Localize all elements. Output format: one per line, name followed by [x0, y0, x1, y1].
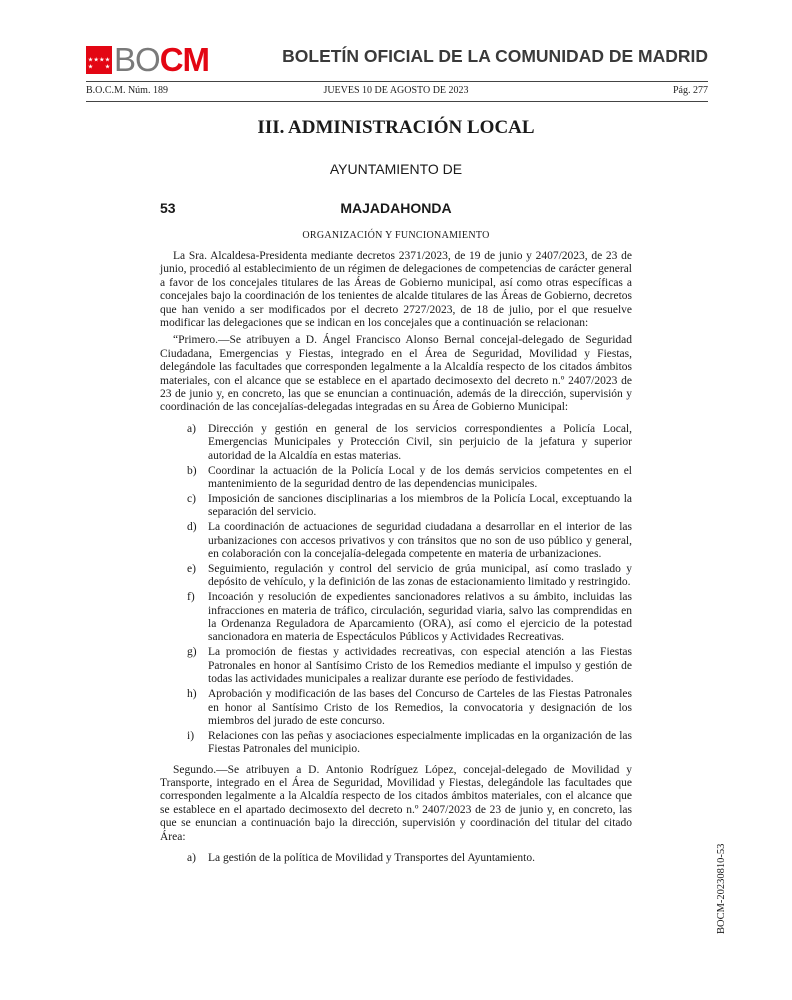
header-rule-top [86, 81, 708, 82]
list-item-label: h) [187, 688, 197, 701]
list-item-text: Imposición de sanciones disciplinarias a los miembros de la Policía Local, exceptuando la separación del servicio. [208, 492, 632, 519]
list-item [160, 646, 632, 686]
subject-heading: ORGANIZACIÓN Y FUNCIONAMIENTO [302, 230, 490, 241]
issue-number: B.O.C.M. Núm. 189 [86, 85, 168, 96]
header-rule-bottom [86, 101, 708, 102]
list-item-text: La gestión de la política de Movilidad y Transportes del Ayuntamiento. [208, 852, 535, 865]
list-item [160, 852, 632, 865]
list-item-text: Coordinar la actuación de la Policía Local y de los demás servicios competentes en el mantenimiento de la seguridad dentro de las dependencias municipales. [208, 464, 632, 490]
list-item-label: d) [187, 521, 197, 534]
list-item [160, 591, 632, 645]
page-number: Pág. 277 [673, 85, 708, 96]
list-item [160, 493, 632, 520]
list-item-text: Relaciones con las peñas y asociaciones especialmente implicadas en la organización de las Fiestas Patronales del municipio. [208, 729, 632, 756]
list-item-label: e) [187, 562, 196, 575]
announcement-number: 53 [160, 200, 176, 216]
segundo-list [160, 852, 632, 865]
madrid-flag-icon [86, 46, 112, 74]
document-body [160, 250, 632, 872]
primero-list [160, 423, 632, 757]
list-item [160, 521, 632, 561]
list-item [160, 423, 632, 463]
gazette-title: BOLETÍN OFICIAL DE LA COMUNIDAD DE MADRID [282, 46, 708, 66]
list-item-label: a) [187, 852, 196, 865]
entity-heading: AYUNTAMIENTO DE [329, 161, 463, 177]
list-item-text: Seguimiento, regulación y control del servicio de grúa municipal, así como traslado y depósito de vehículo, y la definición de las zonas de estacionamiento limitado y restringido. [208, 562, 632, 589]
list-item-label: f) [187, 591, 195, 604]
list-item [160, 465, 632, 492]
town-name: MAJADAHONDA [340, 200, 452, 216]
list-item [160, 730, 632, 757]
list-item-label: b) [187, 464, 197, 477]
section-title: III. ADMINISTRACIÓN LOCAL [257, 117, 535, 138]
segundo-paragraph: Segundo.—Se atribuyen a D. Antonio Rodríguez López, concejal-delegado de Movilidad y Transporte, integrado en el Área de Seguridad, Movilidad y Fiestas, delegándole las facultades que corresponden legalmente a la Alcaldía respecto de los citados ámbitos materiales, con el alcance que se establece en el apartado decimosexto del decreto n.º 2407/2023 de 23 de junio y, en concreto, las que se enuncian a continuación bajo la dirección, supervisión y coordinación del titular del citado Área: [160, 763, 632, 843]
list-item-label: g) [187, 646, 197, 659]
list-item-text: Aprobación y modificación de las bases del Concurso de Carteles de las Fiestas Patronales en honor al Santísimo Cristo de los Remedios, la convocatoria y designación de los miembros del jurado de este concurso. [208, 688, 632, 727]
list-item-text: Dirección y gestión en general de los servicios correspondientes a Policía Local, Emergencias Municipales y Protección Civil, sin perjuicio de la jefatura y superior autoridad de la Alcaldía en estas materias. [208, 422, 632, 462]
list-item-text: Incoación y resolución de expedientes sancionadores relativos a su ámbito, incluidas las infracciones en materia de tráfico, circulación, seguridad viaria, salvo las comprendidas en la Ordenanza Reguladora de Aparcamiento (ORA), así como el ejercicio de la potestad sancionadora en materia de Espectáculos Públicos y Actividades Recreativas. [208, 591, 632, 644]
list-item [160, 563, 632, 590]
page-header [86, 40, 708, 76]
issue-date: JUEVES 10 DE AGOSTO DE 2023 [323, 85, 469, 96]
list-item [160, 688, 632, 728]
logo-wordmark: BOCM [114, 41, 210, 78]
bocm-logo [86, 41, 210, 78]
list-item-label: c) [187, 492, 196, 505]
intro-paragraph: La Sra. Alcaldesa-Presidenta mediante decretos 2371/2023, de 19 de junio y 2407/2023, de 23 de junio, procedió al establecimiento de un régimen de delegaciones de competencias de carácter general a favor de los concejales titulares de las Áreas de Gobierno municipal, así como otras específicas a concejales bajo la coordinación de los tenientes de alcalde titulares de las Áreas de Gobierno, decretos que han venido a ser modificados por el decreto 2727/2023, de 18 de julio, por el que resuelve modificar las delegaciones que se indican en los concejales que a continuación se relacionan: [160, 250, 632, 330]
list-item-label: i) [187, 729, 195, 742]
primero-paragraph: “Primero.—Se atribuyen a D. Ángel Francisco Alonso Bernal concejal-delegado de Seguridad Ciudadana, Emergencias y Fiestas, integrado en el Área de Seguridad, Movilidad y Fiestas, delegándole las facultades que corresponden legalmente a la Alcaldía respecto de los citados ámbitos materiales, con el alcance que se establece en el apartado decimosexto del decreto n.º 2407/2023 de 23 de junio y, en concreto, las que se enuncian a continuación, además de la dirección, supervisión y coordinación de las concejalías-delegadas integradas en su Área de Gobierno Municipal: [160, 334, 632, 414]
list-item-label: a) [187, 422, 196, 435]
document-code: BOCM-20230810-53 [716, 843, 727, 934]
list-item-text: La promoción de fiestas y actividades recreativas, con especial atención a las Fiestas Patronales en honor al Santísimo Cristo de los Remedios mediante el impulso y gestión de todas las actividades municipales a realizar durante ese período de festividades. [208, 646, 632, 686]
list-item-text: La coordinación de actuaciones de seguridad ciudadana a desarrollar en el interior de las urbanizaciones con accesos privativos y con tránsitos que no son de uso público y general, en colaboración con la concejalía-delegada competente en materia de urbanizaciones. [208, 521, 632, 561]
